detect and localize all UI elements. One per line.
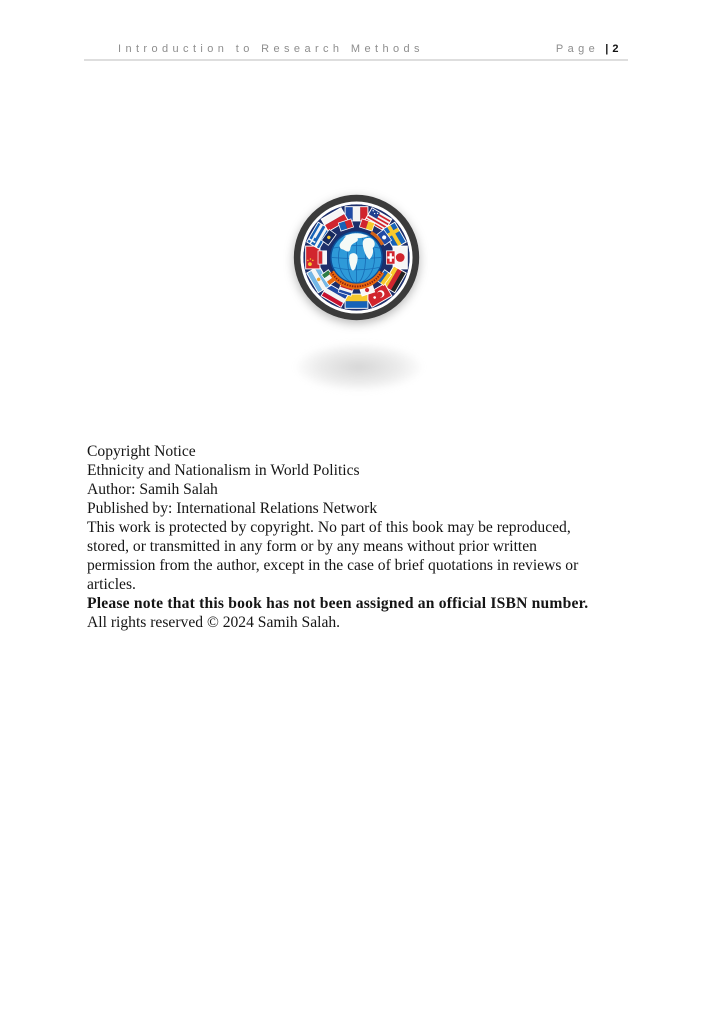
author-line: Author: Samih Salah [87, 481, 218, 498]
page-label: Page [555, 43, 600, 55]
copyright-line: stored, or transmitted in any form or by any means without prior written [87, 538, 537, 555]
book-title-line: Ethnicity and Nationalism in World Politics [87, 462, 360, 479]
page-indicator [556, 43, 619, 55]
copyright-line: permission from the author, except in the case of brief quotations in reviews or [87, 557, 579, 574]
page-number: 2 [612, 43, 619, 55]
logo-shadow-blur [296, 343, 422, 391]
page-separator: | [605, 43, 610, 55]
header-rule [84, 59, 628, 61]
copyright-line: This work is protected by copyright. No part of this book may be reproduced, [87, 519, 571, 536]
header-title: Introduction to Research Methods [118, 43, 424, 55]
copyright-line: articles. [87, 576, 136, 593]
rights-reserved-line: All rights reserved © 2024 Samih Salah. [87, 614, 341, 631]
isbn-note-line: Please note that this book has not been assigned an official ISBN number. [87, 595, 589, 612]
globe-flags-emblem-icon [290, 191, 423, 324]
publisher-line: Published by: International Relations Network [87, 500, 378, 517]
copyright-line: Copyright Notice [87, 443, 196, 460]
copyright-notice-block [87, 442, 687, 632]
